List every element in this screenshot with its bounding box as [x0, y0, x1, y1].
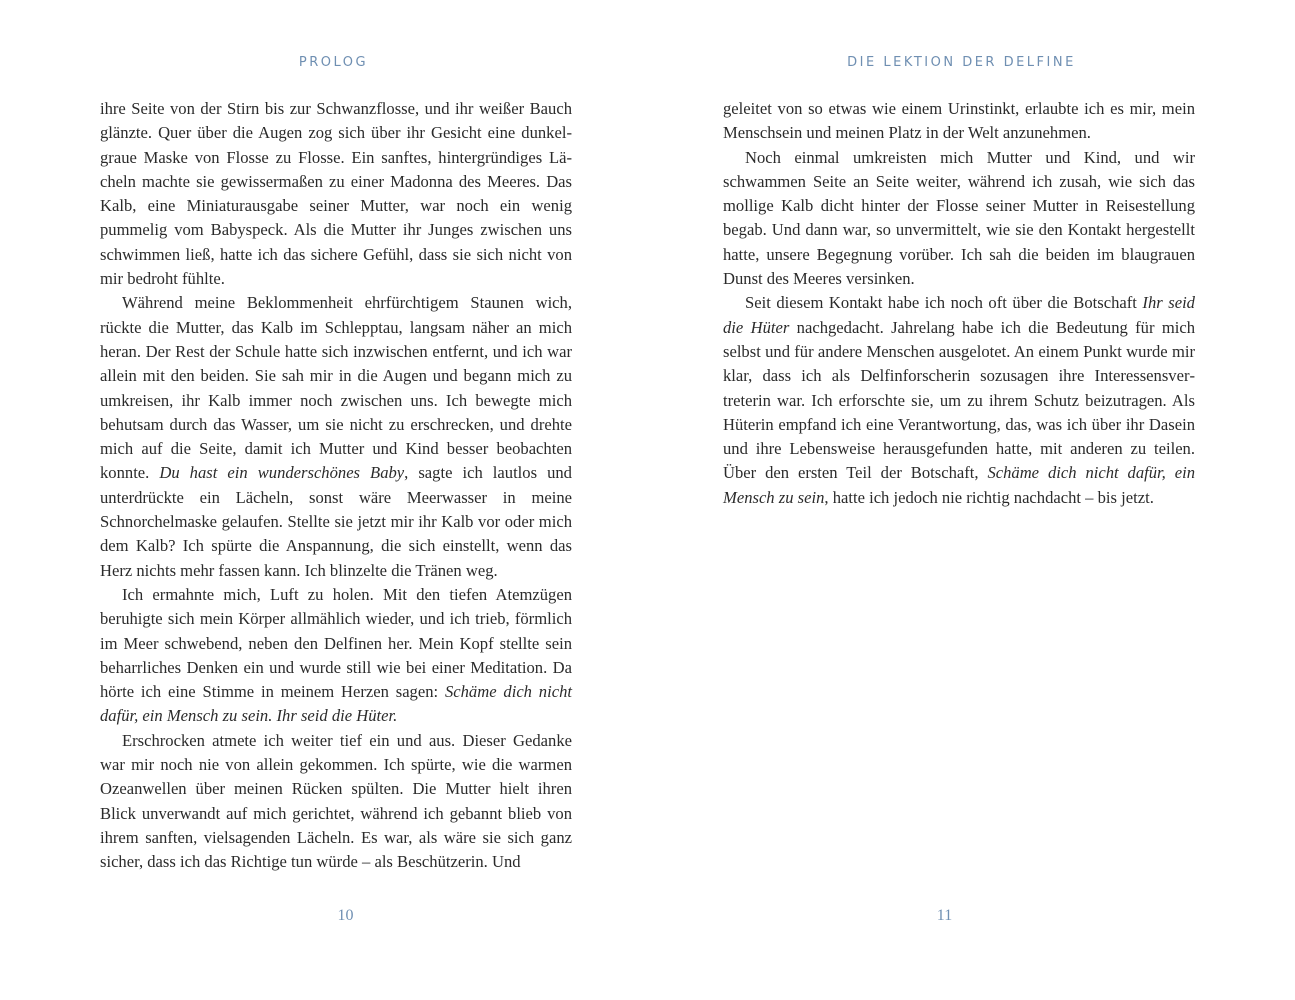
- text-run: Erschrocken atmete ich weiter tief ein und aus. Dieser Gedanke war mir noch nie von allein gekommen. Ich spürte, wie die warmen Ozeanwellen über meinen Rücken spülten. Die Mutter hielt ihren Blick unverwandt auf mich gerichtet, während ich gebannt blieb von ihrem sanften, vielsagenden Lächeln. Es war, als wäre sie sich ganz sicher, dass ich das Richtige tun würde – als Beschützerin. Und: [100, 730, 572, 872]
- right-page: [648, 0, 1295, 1000]
- text-run: Ich ermahnte mich, Luft zu holen. Mit den tiefen Atemzügen beruhigte sich mein Körper allmählich wieder, und ich trieb, förmlich im Meer schwebend, neben den Delfinen her. Mein Kopf stellte sein beharrliches Denken ein und wurde still wie bei einer Meditation. Da hörte ich eine Stimme in meinem Herzen sagen:: [100, 584, 572, 702]
- italic-quote: Schäme dich nicht dafür, ein Mensch zu sein: [723, 463, 1195, 507]
- paragraph: [100, 97, 572, 291]
- page-number: 11: [936, 907, 953, 924]
- paragraph: [100, 583, 572, 729]
- body-text: [723, 97, 1195, 510]
- text-run: ihre Seite von der Stirn bis zur Schwanzflosse, und ihr weißer Bauch glänzte. Quer über die Augen zog sich über ihr Gesicht eine dunkelgraue Maske von Flosse zu Flosse. Ein sanftes, hintergründiges Lächeln machte sie gewissermaßen zu einer Madonna des Meeres. Das Kalb, eine Miniaturausgabe seiner Mutter, war noch ein wenig pummelig vom Babyspeck. Als die Mutter ihr Junges zwischen uns schwimmen ließ, hatte ich das sichere Gefühl, dass sie sich nicht von mir bedroht fühlte.: [100, 99, 572, 289]
- text-run: geleitet von so etwas wie einem Urinstinkt, erlaubte ich es mir, mein Menschsein und meinen Platz in der Welt anzunehmen.: [723, 99, 1195, 143]
- text-run: nachgedacht. Jahrelang habe ich die Bedeutung für mich selbst und für andere Menschen ausgelotet. An einem Punkt wurde mir klar, dass ich als Delfinforscherin sozusagen ihre Interessensvertreterin war. Ich erforschte sie, um zu ihrem Schutz beizutragen. Als Hüterin empfand ich eine Verantwortung, das, was ich über ihr Dasein und ihre Lebensweise herausgefunden hatte, mit anderen zu teilen. Über den ersten Teil der Botschaft,: [723, 317, 1195, 483]
- paragraph: [723, 146, 1195, 292]
- text-run: Noch einmal umkreisten mich Mutter und Kind, und wir schwammen Seite an Seite weiter, während ich zusah, wie sich das mollige Kalb dicht hinter der Flosse seiner Mutter in Reisestellung begab. Und dann war, so unvermittelt, wie sie den Kontakt hergestellt hatte, unsere Begegnung vorüber. Ich sah die beiden im blaugrauen Dunst des Meeres versinken.: [723, 147, 1195, 289]
- left-page: [0, 0, 647, 1000]
- paragraph: [100, 729, 572, 875]
- text-run: , hatte ich jedoch nie richtig nachdacht – bis jetzt.: [824, 487, 1154, 507]
- italic-quote: Schäme dich nicht dafür, ein Mensch zu sein. Ihr seid die Hüter.: [100, 682, 572, 726]
- running-header: PROLOG: [298, 55, 369, 70]
- page-number: 10: [337, 907, 354, 924]
- italic-quote: Du hast ein wunderschönes Baby: [159, 463, 405, 483]
- paragraph: [723, 97, 1195, 146]
- paragraph: [100, 291, 572, 583]
- paragraph: [723, 291, 1195, 510]
- italic-quote: Ihr seid die Hüter: [723, 293, 1195, 337]
- body-text: [100, 97, 572, 875]
- text-run: Seit diesem Kontakt habe ich noch oft über die Botschaft: [745, 293, 1143, 313]
- text-run: , sagte ich lautlos und unterdrückte ein Lächeln, sonst wäre Meerwasser in meine Schnorchelmaske gelaufen. Stellte sie jetzt mir ihr Kalb vor oder mich dem Kalb? Ich spürte die Anspannung, die sich einstellt, wenn das Herz nichts mehr fassen kann. Ich blinzelte die Tränen weg.: [100, 463, 572, 580]
- text-run: Während meine Beklommenheit ehrfürchtigem Staunen wich, rückte die Mutter, das Kalb im Schlepptau, langsam näher an mich heran. Der Rest der Schule hatte sich inzwischen entfernt, und ich war allein mit den beiden. Sie sah mir in die Augen und begann mich zu umkreisen, ihr Kalb immer noch zwischen uns. Ich bewegte mich behutsam durch das Wasser, um sie nicht zu erschrecken, und drehte mich auf die Seite, damit ich Mutter und Kind besser beobachten konnte.: [100, 293, 572, 483]
- running-header: DIE LEKTION DER DELFINE: [847, 55, 1076, 70]
